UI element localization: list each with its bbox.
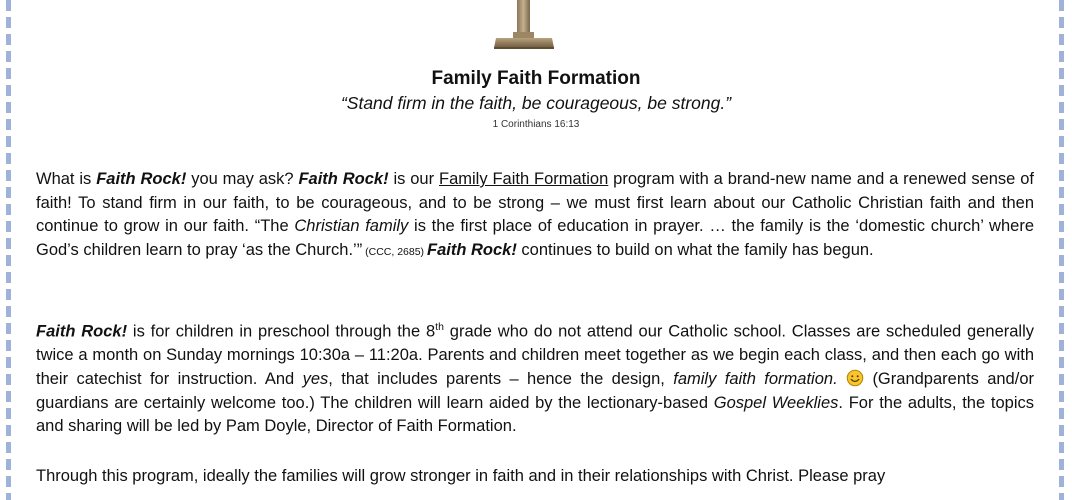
stone-cross-icon [492,0,556,52]
text-run: program with a brand-new name and a renewed sense of faith! To stand firm in our faith, to be courageous, and to be strong – we must first learn about our Catholic Christian faith and then continue to grow in our faith. “The [36,170,1034,236]
scripture-reference: 1 Corinthians 16:13 [492,119,580,130]
catechism-citation: (CCC, 2685) [362,246,427,259]
text-run: you may ask? [186,170,299,188]
emphasis-text: yes [302,369,329,388]
emphasis-text: family faith formation. [673,369,838,388]
smiley-face-icon [846,369,864,387]
program-name: Faith Rock! [96,170,187,188]
program-details-paragraph [36,316,1034,439]
text-run: is for children in preschool through the 8 [127,322,436,341]
text-run: is our [388,170,439,188]
text-run: , that includes parents – hence the design, [328,369,674,388]
program-name: Faith Rock! [36,322,128,341]
closing-paragraph [36,465,1034,489]
text-run: What is [36,170,97,188]
ordinal-suffix: th [435,321,444,333]
text-run: grade who do not attend our Catholic school. Classes are scheduled generally twice a month on Sunday mornings 10:30a – 11:20a. Parents and children meet together as we begin each class, and then each go with their catechist for instruction. And [36,322,1035,388]
emphasis-text: Christian family [294,217,409,236]
program-name: Faith Rock! [426,241,517,260]
text-run: is the first place of education in prayer. … the family is the ‘domestic church’ where God’s children learn to pray ‘as the Church.’” [36,217,1034,260]
text-run: . For the adults, the topics and sharing will be led by Pam Doyle, Director of Faith Formation. [36,393,1034,436]
page-title: Family Faith Formation [431,68,641,89]
text-run: (Grandparents and/or guardians are certainly welcome too.) The children will learn aided by the lectionary-based [36,369,1034,412]
text-run: continues to build on what the family has begun. [516,241,874,260]
emphasis-text: Gospel Weeklies [713,393,839,412]
text-run: Through this program, ideally the families will grow stronger in faith and in their relationships with Christ. Please pray [36,467,886,485]
program-title-underlined: Family Faith Formation [438,170,609,188]
intro-paragraph [36,168,1034,265]
program-name: Faith Rock! [298,170,389,188]
scripture-quote: “Stand firm in the faith, be courageous, be strong.” [340,93,732,113]
